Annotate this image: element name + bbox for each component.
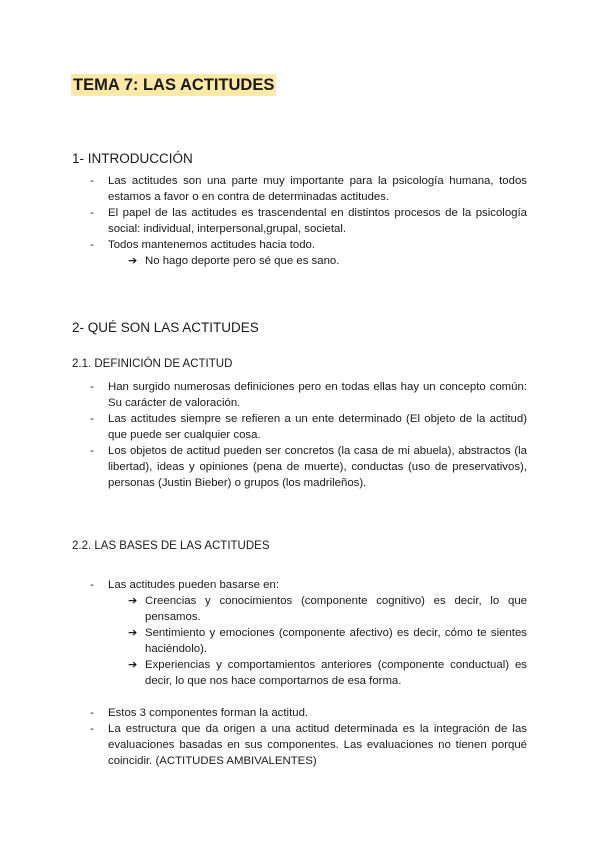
section-2-2-conclusions bbox=[90, 705, 527, 769]
section-1-list bbox=[90, 173, 527, 269]
list-item-text: Las actitudes pueden basarse en: bbox=[108, 579, 279, 591]
list-item bbox=[90, 577, 527, 689]
arrow-icon: ➔ bbox=[128, 627, 138, 639]
document-title: TEMA 7: LAS ACTITUDES bbox=[73, 76, 275, 94]
list-item: - Han surgido numerosas definiciones pero en todas ellas hay un concepto común: Su carácter de valoración. bbox=[90, 379, 527, 411]
list-item: - El papel de las actitudes es trascendental en distintos procesos de la psicología social: individual, interpersonal,grupal, societal. bbox=[90, 205, 527, 237]
list-item: - Las actitudes son una parte muy importante para la psicología humana, todos estamos a favor o en contra de determinadas actitudes. bbox=[90, 173, 527, 205]
sub-list-item-text: No hago deporte pero sé que es sano. bbox=[145, 255, 340, 267]
section-1-heading: 1- INTRODUCCIÓN bbox=[72, 151, 193, 166]
list-item: - Las actitudes siempre se refieren a un ente determinado (El objeto de la actitud) que puede ser cualquier cosa. bbox=[90, 411, 527, 443]
list-item bbox=[90, 237, 527, 269]
sub-list-item bbox=[128, 593, 527, 625]
arrow-icon: ➔ bbox=[128, 595, 138, 607]
list-item-text: Todos mantenemos actitudes hacia todo. bbox=[108, 239, 316, 251]
section-2-2-heading: 2.2. LAS BASES DE LAS ACTITUDES bbox=[72, 540, 270, 552]
sub-list-item bbox=[128, 625, 527, 657]
arrow-icon: ➔ bbox=[128, 659, 138, 671]
bases-list bbox=[108, 593, 527, 689]
sub-list bbox=[108, 253, 527, 269]
list-item: - La estructura que da origen a una actitud determinada es la integración de las evaluaciones basadas en sus componentes. Las evaluaciones no tienen porqué coincidir. (ACTITUDES AMBIVALENTES) bbox=[90, 721, 527, 769]
list-item: - Los objetos de actitud pueden ser concretos (la casa de mi abuela), abstractos (la libertad), ideas y opiniones (pena de muerte), conductas (uso de preservativos), personas (Justin Bieber) o grupos (los madrileños). bbox=[90, 443, 527, 491]
arrow-icon: ➔ bbox=[128, 255, 138, 267]
sub-list-item-text: Sentimiento y emociones (componente afectivo) es decir, cómo te sientes haciéndolo). bbox=[145, 627, 527, 655]
sub-list-item bbox=[128, 657, 527, 689]
section-2-1-list bbox=[90, 379, 527, 491]
sub-list-item-text: Experiencias y comportamientos anteriores (componente conductual) es decir, lo que nos hace comportarnos de esa forma. bbox=[145, 659, 527, 687]
section-2-heading: 2- QUÉ SON LAS ACTITUDES bbox=[72, 320, 259, 335]
sub-list-item bbox=[128, 253, 527, 269]
section-2-1-heading: 2.1. DEFINICIÓN DE ACTITUD bbox=[72, 358, 233, 370]
sub-list-item-text: Creencias y conocimientos (componente cognitivo) es decir, lo que pensamos. bbox=[145, 595, 527, 623]
list-item: - Estos 3 componentes forman la actitud. bbox=[90, 705, 527, 721]
section-2-2-list bbox=[90, 577, 527, 689]
